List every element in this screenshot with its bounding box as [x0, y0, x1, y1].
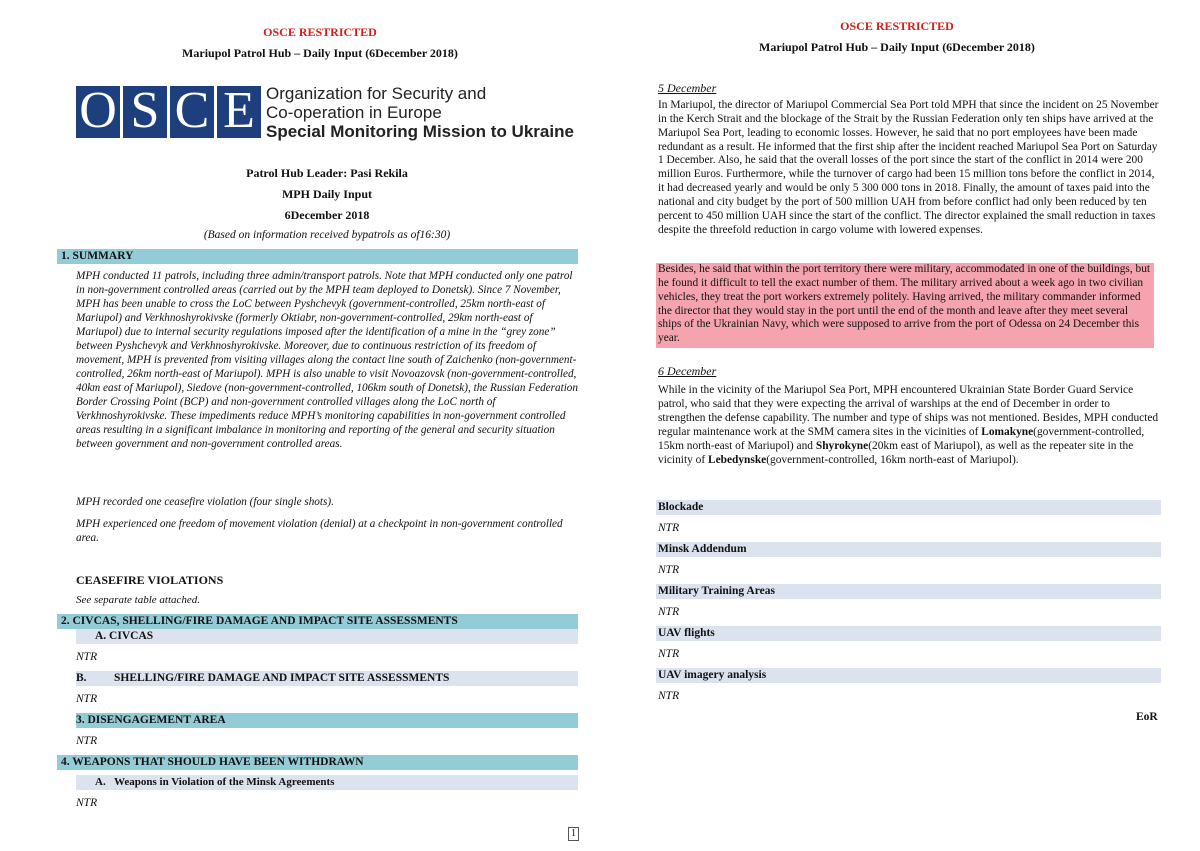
based-on-note: (Based on information received bypatrols as of16:30) [203, 229, 451, 241]
patrol-hub-leader: Patrol Hub Leader: Pasi Rekila [246, 166, 408, 180]
document-page-2 [600, 0, 1200, 851]
uav-flights-heading: UAV flights [656, 626, 1161, 641]
dec5-highlighted-text: Besides, he said that within the port territory there were military, accommodated in one of the buildings, but he found it difficult to tell the exact number of them. The military arrived about a week ago in two civilian vehicles, they treat the port workers extremely politely. Having arrived, the military commander informed the director that they would stay in the port until the end of the month and leave after they meet several ships of the Ukrainian Navy, which were supposed to arrive from the port of Odessa on 24 December this year. [656, 263, 1154, 348]
logo-letter-c: C [170, 86, 214, 138]
osce-logo [76, 82, 261, 139]
dec6-text-d: (government-controlled, 16km north-east of Mariupol). [766, 454, 1019, 466]
ceasefire-recorded: MPH recorded one ceasefire violation (four single shots). [76, 496, 334, 508]
minsk-addendum-value: NTR [658, 564, 680, 576]
blockade-heading: Blockade [656, 500, 1161, 515]
dec6-text-a: While in the vicinity of the Mariupol Sea Port, MPH encountered Ukrainian State Border Guard Service patrol, who said that they were expecting the arrival of warships at the end of December in order to strengthen the defense capability. The number and type of ships was not mentioned. Besides, MPH conducted regular maintenance work at the SMM camera sites in the vicinities of [658, 384, 1159, 438]
weapons-heading-bar [76, 775, 578, 790]
page-header: Mariupol Patrol Hub – Daily Input (6December 2018) [182, 46, 458, 60]
summary-heading: 1. SUMMARY [57, 249, 578, 264]
minsk-addendum-heading: Minsk Addendum [656, 542, 1161, 557]
report-date: 6December 2018 [284, 208, 370, 222]
place-lebedynske: Lebedynske [707, 454, 767, 466]
section-3-heading: 3. DISENGAGEMENT AREA [76, 713, 578, 728]
civcas-value: NTR [76, 651, 98, 663]
weapons-heading-letter: A. [95, 776, 106, 788]
weapons-heading: Weapons in Violation of the Minsk Agreements [114, 776, 335, 788]
restricted-label-2: OSCE RESTRICTED [840, 19, 954, 33]
dec6-text [658, 383, 1160, 467]
logo-letter-e: E [217, 86, 261, 138]
training-areas-heading: Military Training Areas [656, 584, 1161, 599]
page-number: 1 [568, 827, 579, 841]
dec6-text-c: (20km east of Mariupol), as well as the repeater site in the vicinity of [658, 440, 1134, 466]
dec5-label: 5 December [658, 81, 717, 95]
ceasefire-heading: CEASEFIRE VIOLATIONS [76, 573, 224, 587]
fom-violation: MPH experienced one freedom of movement violation (denial) at a checkpoint in non-government controlled area. [76, 518, 563, 544]
uav-imagery-heading: UAV imagery analysis [656, 668, 1161, 683]
section-2-heading: 2. CIVCAS, SHELLING/FIRE DAMAGE AND IMPACT SITE ASSESSMENTS [57, 614, 578, 629]
blockade-value: NTR [658, 522, 680, 534]
logo-letter-s: S [123, 86, 167, 138]
place-shyrokyne: Shyrokyne [815, 440, 869, 452]
shelling-heading: SHELLING/FIRE DAMAGE AND IMPACT SITE ASSESSMENTS [114, 672, 450, 684]
end-of-report: EoR [1136, 711, 1158, 723]
dec6-label: 6 December [658, 364, 717, 378]
shelling-heading-letter: B. [76, 672, 87, 684]
shelling-heading-bar [76, 671, 578, 686]
dec6-text-b: (government-controlled, 15km north-east of Mariupol) and [658, 426, 1145, 452]
uav-flights-value: NTR [658, 648, 680, 660]
civcas-heading: A. CIVCAS [76, 629, 578, 644]
summary-text: MPH conducted 11 patrols, including three admin/transport patrols. Note that MPH conducted only one patrol in non-government controlled areas (carried out by the MPH team deployed to Donetsk). Since 7 November, MPH has been unable to cross the LoC between Pyshchevyk (government-controlled, 25km north-east of Mariupol) and Verkhnoshyrokivske (formerly Oktiabr, non-government-controlled, 29km north-east of Mariupol) due to internal security regulations imposed after the identification of a mine in the “grey zone” between Pyshchevyk and Verkhnoshyrokivske. Moreover, due to continuous restriction of its freedom of movement, MPH is prevented from visiting villages along the contact line south of Zaichenko (non-government-controlled, 26km north-east of Mariupol). MPH is also unable to visit Novoazovsk (non-government-controlled, 40km east of Mariupol), Siedove (non-government-controlled, 106km south of Donetsk), the Russian Federation Border Crossing Point (BCP) and non-government controlled villages along the LoC north of Verkhnoshyrokivske. These impediments reduce MPH’s monitoring capabilities in non-government controlled areas resulting in a significant imbalance in monitoring and reporting of the general and security situation between government and non-government controlled areas. [76, 270, 578, 450]
ceasefire-note: See separate table attached. [76, 594, 201, 606]
disengagement-value: NTR [76, 735, 98, 747]
logo-line-2: Co-operation in Europe [266, 103, 442, 122]
logo-line-1: Organization for Security and [266, 84, 487, 103]
logo-letter-o: O [76, 86, 120, 138]
section-4-heading: 4. WEAPONS THAT SHOULD HAVE BEEN WITHDRAWN [57, 755, 578, 770]
input-title: MPH Daily Input [281, 187, 372, 201]
weapons-value: NTR [76, 797, 98, 809]
logo-line-3: Special Monitoring Mission to Ukraine [266, 122, 574, 141]
restricted-label: OSCE RESTRICTED [263, 25, 377, 39]
shelling-value: NTR [76, 693, 98, 705]
uav-imagery-value: NTR [658, 690, 680, 702]
place-lomakyne: Lomakyne [981, 426, 1034, 438]
page-header-2: Mariupol Patrol Hub – Daily Input (6December 2018) [759, 40, 1035, 54]
training-areas-value: NTR [658, 606, 680, 618]
logo-text [266, 84, 574, 141]
dec5-text: In Mariupol, the director of Mariupol Commercial Sea Port told MPH that since the incident on 25 November in the Kerch Strait and the blockage of the Strait by the Russian Federation only ten ships have arrived at the Mariupol Sea Port, leading to economic losses. However, he said that no port employees have been made redundant as a result. He informed that the first ship after the incident reached Mariupol Sea Port on Saturday 1 December. Also, he said that the overall losses of the port since the start of the conflict in 2014 were 200 million Euros. Furthermore, while the turnover of cargo had been 15 million tons before the conflict in 2014, it had decreased yearly and would be only 5 300 000 tons in 2018. Finally, the amount of taxes paid into the national and city budget by the port of 500 million UAH from before conflict had only been reduced by ten percent to 450 million UAH since the start of the conflict. The director explained the small reduction in taxes despite the threefold reduction in cargo volume with lowered expenses. [658, 99, 1159, 236]
